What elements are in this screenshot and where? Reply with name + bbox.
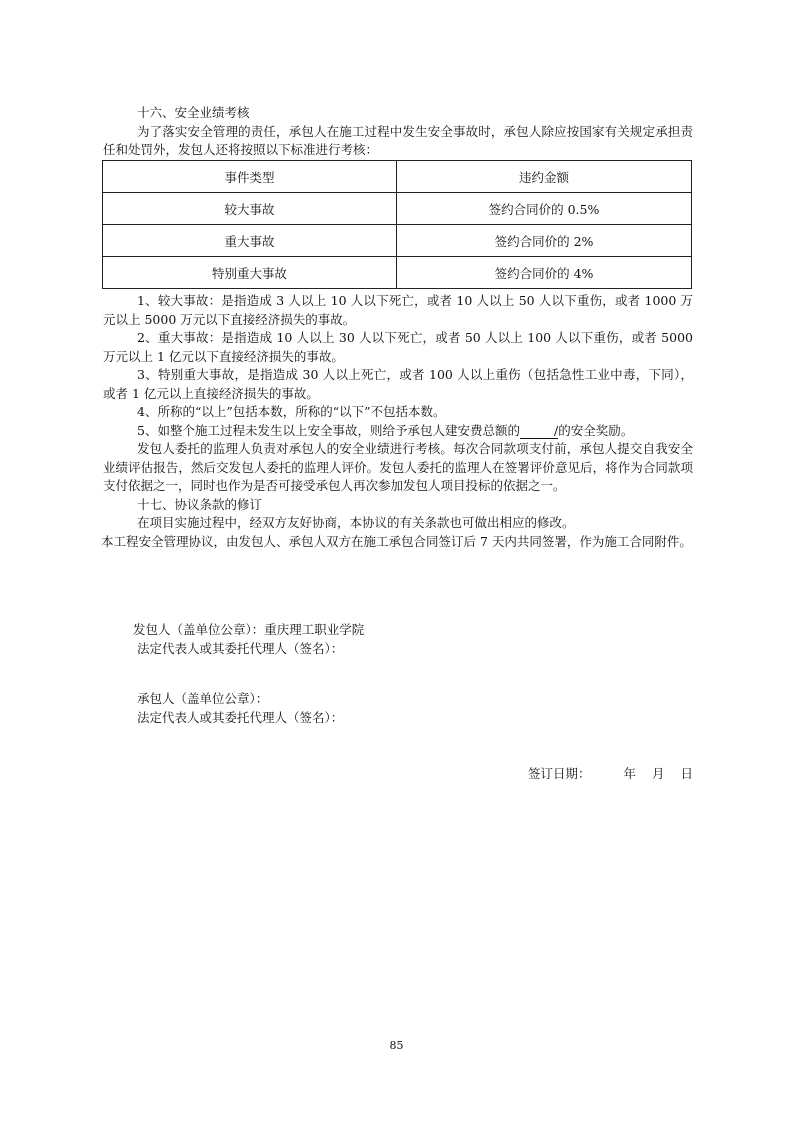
signing-date xyxy=(528,764,693,782)
employer-seal-line: 发包人（盖单位公章）：重庆理工职业学院 xyxy=(133,622,365,637)
note-5-suffix: 的安全奖励。 xyxy=(558,422,634,438)
table-row xyxy=(103,225,692,257)
section-16-heading: 十六、安全业绩考核 xyxy=(137,105,250,120)
table-row xyxy=(103,193,692,225)
note-1: 1、较大事故：是指造成 3 人以上 10 人以下死亡，或者 10 人以上 50 人以下重伤，或者 1000 万元以上 5000 万元以下直接经济损失的事故。 xyxy=(103,293,693,327)
date-label: 签订日期： xyxy=(528,766,591,781)
penalty-amount-cell: 签约合同价的 4% xyxy=(397,257,692,289)
note-4: 4、所称的“以上”包括本数，所称的“以下”不包括本数。 xyxy=(137,404,446,419)
note-5 xyxy=(103,422,693,441)
table-header-row xyxy=(103,161,692,193)
date-month: 月 xyxy=(652,766,665,781)
note-2: 2、重大事故：是指造成 10 人以上 30 人以下死亡，或者 50 人以上 100 人以下重伤，或者 5000 万元以上 1 亿元以下直接经济损失的事故。 xyxy=(103,330,693,364)
date-year: 年 xyxy=(623,766,637,781)
table-header-cell: 事件类型 xyxy=(103,161,397,193)
reward-ratio-blank: / xyxy=(520,424,558,439)
employer-rep-line: 法定代表人或其委托代理人（签名）： xyxy=(137,641,344,656)
event-type-cell: 较大事故 xyxy=(103,193,397,225)
event-type-cell: 重大事故 xyxy=(103,225,397,257)
penalty-amount-cell: 签约合同价的 0.5% xyxy=(397,193,692,225)
section-16-intro: 为了落实安全管理的责任，承包人在施工过程中发生安全事故时，承包人除应按国家有关规定承担责任和处罚外，发包人还将按照以下标准进行考核： xyxy=(103,123,693,157)
evaluation-paragraph: 发包人委托的监理人负责对承包人的安全业绩进行考核。每次合同款项支付前，承包人提交自我安全业绩评估报告，然后交发包人委托的监理人评价。发包人委托的监理人在签署评价意见后，将作为合同款项支付依据之一，同时也作为是否可接受承包人再次参加发包人项目投标的依据之一。 xyxy=(103,441,693,493)
section-16 xyxy=(103,104,693,160)
table-row xyxy=(103,257,692,289)
employer-signature-block xyxy=(133,620,364,658)
table-header-cell: 违约金额 xyxy=(397,161,692,193)
assessment-table xyxy=(102,160,692,289)
section-17-heading: 十七、协议条款的修订 xyxy=(137,496,263,512)
note-3: 3、特别重大事故，是指造成 30 人以上死亡，或者 100 人以上重伤（包括急性工业中毒，下同），或者 1 亿元以上直接经济损失的事故。 xyxy=(103,367,693,401)
penalty-amount-cell: 签约合同价的 2% xyxy=(397,225,692,257)
contractor-rep-line: 法定代表人或其委托代理人（签名）： xyxy=(137,710,344,725)
event-type-cell: 特别重大事故 xyxy=(103,257,397,289)
closing-paragraph: 本工程安全管理协议，由发包人、承包人双方在施工承包合同签订后 7 天内共同签署，作为施工合同附件。 xyxy=(101,533,692,549)
contractor-seal-line: 承包人（盖单位公章）： xyxy=(137,691,269,706)
notes-section xyxy=(103,292,693,551)
section-17-body: 在项目实施过程中，经双方友好协商，本协议的有关条款也可做出相应的修改。 xyxy=(137,515,575,530)
contractor-signature-block xyxy=(133,689,343,727)
page-number: 85 xyxy=(389,1039,404,1052)
date-day: 日 xyxy=(680,766,694,781)
note-5-text: 5、如整个施工过程未发生以上安全事故，则给予承包人建安费总额的 xyxy=(137,422,520,438)
